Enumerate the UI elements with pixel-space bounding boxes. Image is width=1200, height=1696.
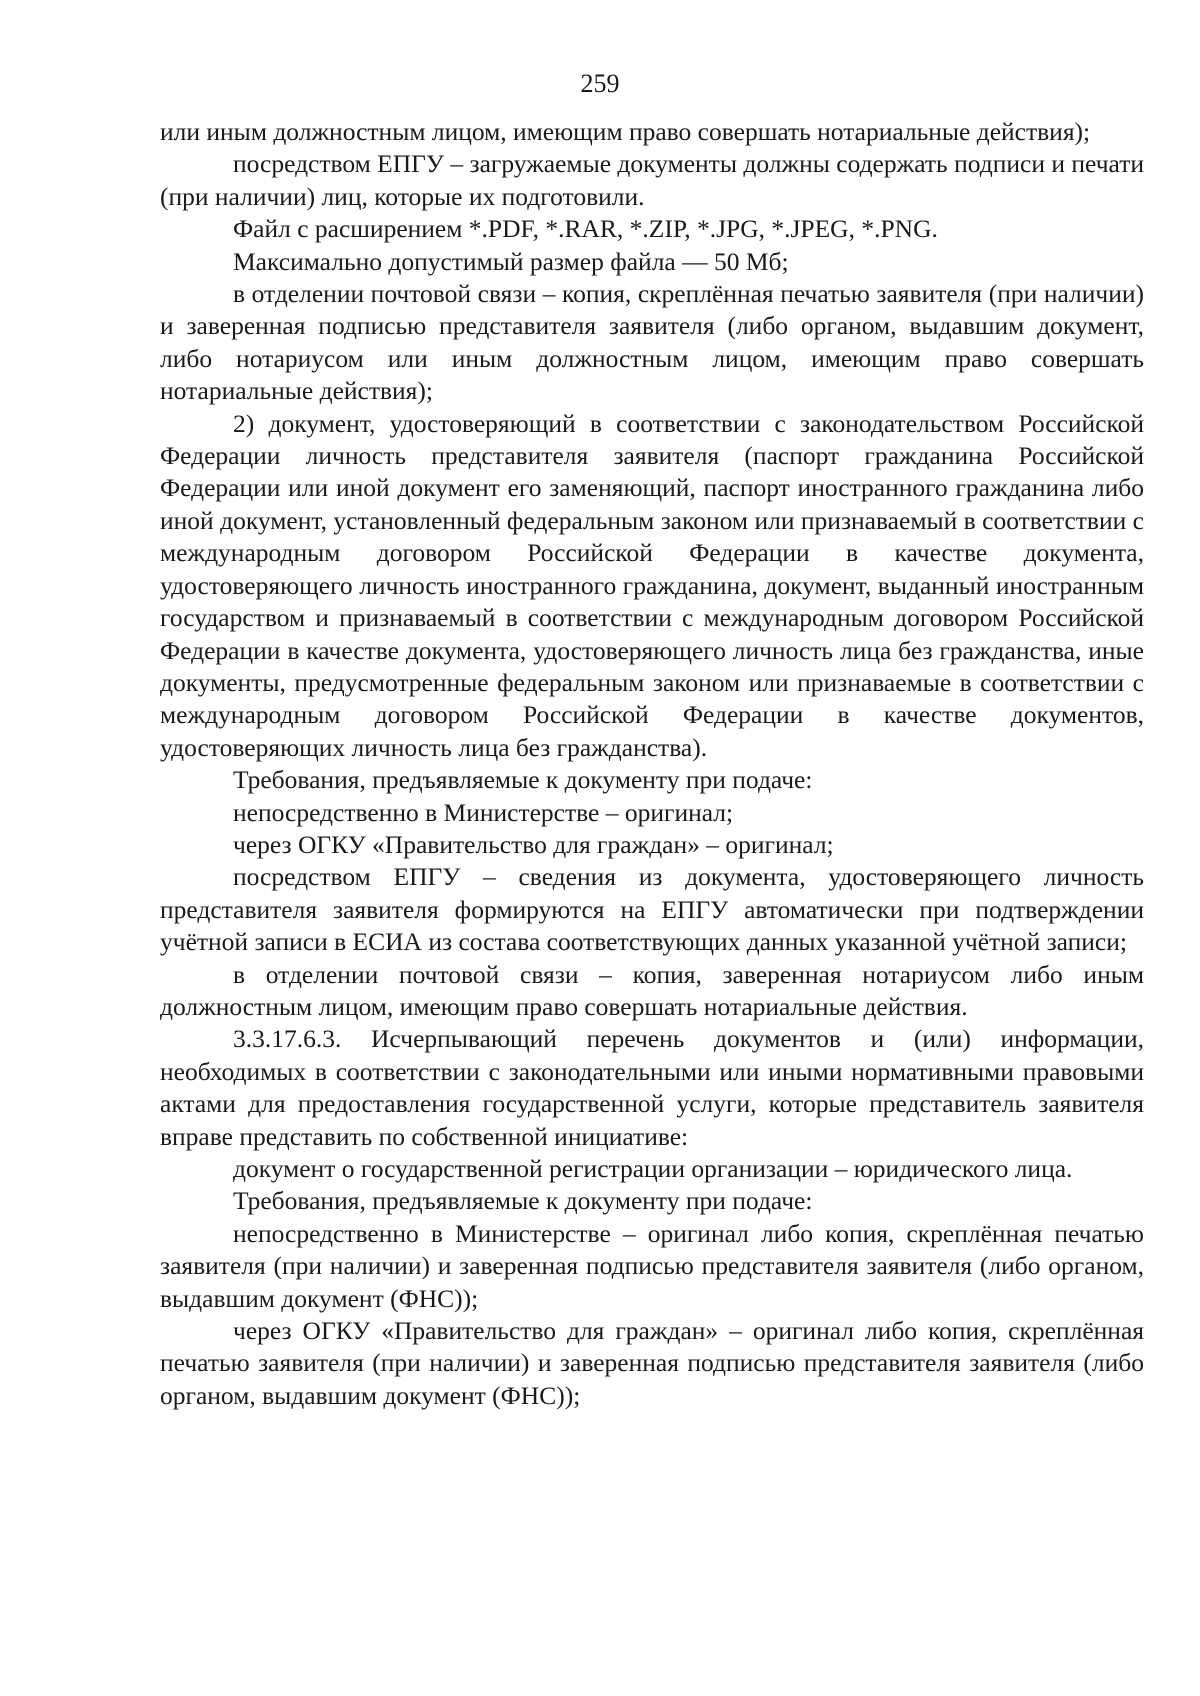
paragraph: в отделении почтовой связи – копия, заверенная нотариусом либо иным должностным лицом, имеющим право совершать нотариальные действия.	[160, 959, 1144, 1021]
paragraph: непосредственно в Министерстве – оригинал либо копия, скреплённая печатью заявителя (при наличии) и заверенная подписью представителя заявителя (либо органом, выдавшим документ (ФНС));	[160, 1218, 1144, 1313]
paragraph: Требования, предъявляемые к документу при подаче:	[233, 1186, 813, 1216]
paragraph: через ОГКУ «Правительство для граждан» – оригинал либо копия, скреплённая печатью заявителя (при наличии) и заверенная подписью представителя заявителя (либо органом, выдавшим документ (ФНС));	[160, 1316, 1144, 1410]
paragraph: 3.3.17.6.3. Исчерпывающий перечень документов и (или) информации, необходимых в соответствии с законодательными или иными нормативными правовыми актами для предоставления государственной услуги, которые представитель заявителя вправе представить по собственной инициативе:	[160, 1024, 1144, 1151]
paragraph: посредством ЕПГУ – загружаемые документы должны содержать подписи и печати (при наличии) лиц, которые их подготовили.	[160, 149, 1144, 211]
paragraph: непосредственно в Министерстве – оригинал;	[233, 797, 734, 827]
paragraph: 2) документ, удостоверяющий в соответствии с законодательством Российской Федерации личность представителя заявителя (паспорт гражданина Российской Федерации или иной документ его заменяющий, паспорт иностранного гражданина либо иной документ, установленный федеральным законом или признаваемый в соответствии с международным договором Российской Федерации в качестве документа, удостоверяющего личность иностранного гражданина, документ, выданный иностранным государством и признаваемый в соответствии с международным договором Российской Федерации в качестве документа, удостоверяющего личность лица без гражданства, иные документы, предусмотренные федеральным законом или признаваемые в соответствии с международным договором Российской Федерации в качестве документов, удостоверяющих личность лица без гражданства).	[160, 408, 1144, 762]
paragraph: Требования, предъявляемые к документу при подаче:	[233, 765, 813, 795]
paragraph: посредством ЕПГУ – сведения из документа, удостоверяющего личность представителя заявителя формируются на ЕПГУ автоматически при подтверждении учётной записи в ЕСИА из состава соответствующих данных указанной учётной записи;	[160, 862, 1144, 957]
paragraph: в отделении почтовой связи – копия, скреплённая печатью заявителя (при наличии) и заверенная подписью представителя заявителя (либо органом, выдавшим документ, либо нотариусом или иным должностным лицом, имеющим право совершать нотариальные действия);	[160, 279, 1144, 406]
paragraph: документ о государственной регистрации организации – юридического лица.	[233, 1154, 1073, 1183]
paragraph: Файл с расширением *.PDF, *.RAR, *.ZIP, *.JPG, *.JPEG, *.PNG.	[233, 214, 938, 244]
paragraph: Максимально допустимый размер файла — 50 Мб;	[233, 246, 789, 276]
page-number: 259	[580, 69, 620, 98]
paragraph: через ОГКУ «Правительство для граждан» – оригинал;	[233, 829, 834, 859]
document-body	[160, 116, 1144, 1412]
paragraph: или иным должностным лицом, имеющим право совершать нотариальные действия);	[160, 117, 1091, 146]
